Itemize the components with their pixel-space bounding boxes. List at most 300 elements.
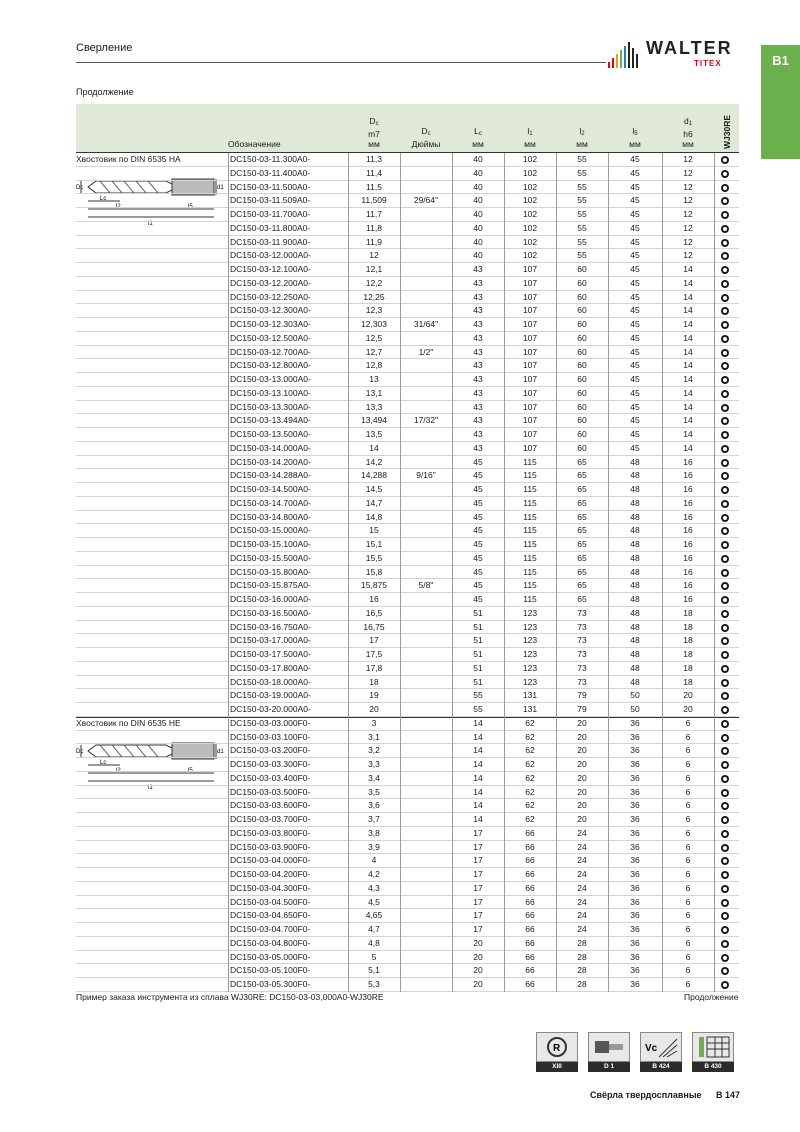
table-row	[76, 758, 739, 772]
table-cell: 17	[473, 869, 483, 879]
table-cell: 73	[577, 662, 587, 673]
continuation-label: Продолжение	[76, 87, 134, 97]
table-cell: 14	[683, 387, 693, 398]
table-cell: 36	[630, 745, 640, 756]
table-cell: DC150-03-14.500A0-	[230, 484, 311, 494]
table-cell: 48	[630, 676, 640, 687]
table-cell: 13,1	[365, 387, 383, 398]
table-cell	[400, 291, 452, 305]
table-cell: 12,8	[365, 360, 383, 371]
vc-chart-icon[interactable]: Vc B 424	[640, 1032, 682, 1072]
table-cell: DC150-03-03.000F0-	[230, 717, 311, 728]
table-cell: 43	[473, 360, 483, 371]
diagram-d1-label: d1	[217, 748, 224, 755]
table-cell: 13,3	[365, 401, 383, 412]
table-cell: 11,7	[366, 209, 382, 219]
table-cell: DC150-03-12.250A0-	[230, 291, 311, 302]
table-cell	[400, 511, 452, 525]
table-cell: 19	[369, 690, 379, 701]
column-divider	[608, 153, 609, 992]
table-cell: 24	[577, 855, 587, 866]
table-cell: DC150-03-03.900F0-	[230, 841, 311, 852]
table-cell: 24	[577, 896, 587, 907]
table-cell	[400, 717, 452, 731]
table-cell: DC150-03-12.000A0-	[230, 250, 311, 261]
table-cell: 43	[473, 442, 483, 453]
table-cell: 40	[473, 167, 483, 178]
table-cell: 62	[525, 745, 535, 756]
order-example: Пример заказа инструмента из сплава WJ30RE: DC150-03-03,000A0-WJ30RE	[76, 992, 384, 1002]
table-cell: 6	[685, 841, 691, 852]
table-cell: 12	[683, 167, 693, 178]
table-cell: 115	[523, 539, 537, 549]
table-cell: 16	[683, 497, 693, 508]
column-divider	[400, 153, 401, 992]
table-cell: DC150-03-05.300F0-	[230, 979, 311, 989]
table-row	[76, 703, 739, 717]
table-cell: 65	[577, 594, 587, 604]
availability-dot-icon	[721, 624, 729, 632]
table-cell: DC150-03-04.800F0-	[230, 937, 311, 948]
table-cell: 107	[522, 387, 538, 398]
availability-dot-icon	[721, 390, 729, 398]
table-cell: 45	[630, 401, 640, 412]
table-row	[76, 153, 739, 167]
table-cell: 45	[473, 456, 483, 467]
table-cell: DC150-03-17.800A0-	[230, 662, 311, 673]
table-row	[76, 194, 739, 208]
table-cell: 45	[630, 277, 640, 288]
table-cell: 55	[577, 181, 587, 192]
table-cell: 14,7	[365, 497, 383, 508]
table-row	[76, 566, 739, 580]
table-cell: 45	[473, 525, 483, 536]
table-cell: 40	[473, 250, 483, 261]
table-cell: 18	[683, 676, 693, 687]
table-cell: 115	[523, 484, 537, 494]
table-cell: DC150-03-03.700F0-	[230, 814, 311, 824]
table-row	[76, 483, 739, 497]
table-cell: 73	[577, 676, 587, 687]
table-cell: 36	[630, 896, 640, 907]
chuck-icon[interactable]: D 1	[588, 1032, 630, 1072]
table-cell: DC150-03-16.750A0-	[230, 621, 311, 632]
table-cell: 36	[630, 772, 640, 783]
table-cell: 45	[630, 195, 640, 206]
diagram-lc-label: Lc	[100, 759, 107, 766]
availability-dot-icon	[721, 362, 729, 370]
table-cell: 12	[683, 250, 693, 261]
table-cell	[400, 277, 452, 291]
table-cell: 51	[473, 649, 483, 659]
table-cell: DC150-03-15.000A0-	[230, 525, 311, 536]
table-cell: 123	[522, 662, 538, 673]
table-cell: 62	[525, 814, 535, 824]
table-cell: 29/64"	[413, 195, 439, 206]
header-rule	[76, 62, 606, 63]
column-divider	[452, 153, 453, 992]
table-cell: 16,5	[365, 607, 383, 618]
table-cell: 36	[630, 841, 640, 852]
table-cell: 36	[630, 910, 640, 921]
table-cell: 12	[683, 181, 693, 192]
table-cell: 60	[577, 360, 587, 371]
rotation-r-icon[interactable]: R XIII	[536, 1032, 578, 1072]
column-divider	[714, 153, 715, 992]
table-cell: DC150-03-13.494A0-	[230, 415, 311, 426]
table-cell: 6	[685, 855, 691, 866]
column-divider	[228, 153, 229, 992]
table-cell: 115	[523, 511, 537, 522]
table-cell: DC150-03-12.800A0-	[230, 360, 311, 371]
table-cell: 3,4	[368, 772, 380, 783]
table-cell: 131	[522, 690, 538, 701]
table-cell: 66	[525, 827, 535, 838]
table-cell	[400, 401, 452, 415]
table-cell: 6	[685, 717, 691, 728]
table-cell	[400, 359, 452, 373]
table-cell: 6	[685, 882, 691, 893]
table-row	[76, 964, 739, 978]
table-cell	[400, 456, 452, 470]
table-cell	[400, 731, 452, 745]
group-label: Хвостовик по DIN 6535 HE	[76, 717, 181, 728]
table-cell: 14,5	[365, 484, 383, 494]
table-cell: 16	[683, 470, 693, 481]
table-row	[76, 277, 739, 291]
availability-dot-icon	[721, 307, 729, 315]
table-cell: 5/8"	[418, 580, 434, 591]
table-cell: 6	[685, 937, 691, 948]
table-row	[76, 799, 739, 813]
availability-dot-icon	[721, 486, 729, 494]
table-cell	[400, 689, 452, 703]
table-cell: DC150-03-04.500F0-	[230, 896, 311, 907]
table-cell: 13,5	[365, 429, 383, 439]
table-cell	[400, 236, 452, 250]
table-cell: 55	[577, 222, 587, 233]
table-cell: 24	[577, 869, 587, 879]
availability-dot-icon	[721, 981, 729, 989]
table-cell: 60	[577, 387, 587, 398]
table-cell: 55	[577, 167, 587, 178]
table-cell: DC150-03-17.000A0-	[230, 635, 311, 646]
table-cell: 1/2"	[418, 346, 434, 357]
table-row	[76, 167, 739, 181]
table-cell: 40	[473, 154, 483, 164]
table-cell: 11,8	[366, 222, 382, 233]
table-cell: 6	[685, 896, 691, 907]
header-grade: WJ30RE	[721, 114, 732, 149]
table-cell: 40	[473, 236, 483, 247]
table-cell: DC150-03-13.000A0-	[230, 374, 311, 384]
table-cell: 20	[577, 786, 587, 797]
table-cell: 73	[577, 635, 587, 646]
diagram-d1-label: d1	[217, 185, 224, 191]
availability-dot-icon	[721, 500, 729, 508]
table-cell: 12,7	[365, 346, 383, 357]
table-cell: 73	[577, 649, 587, 659]
table-cell	[400, 621, 452, 635]
table-cell: DC150-03-04.200F0-	[230, 869, 311, 879]
table-row	[76, 621, 739, 635]
table-cell: 17	[473, 855, 483, 866]
table-cell	[400, 263, 452, 277]
table-cell: DC150-03-12.200A0-	[230, 277, 311, 288]
table-cell: 12	[683, 222, 693, 233]
table-cell: 16	[683, 525, 693, 536]
table-cell: 3,2	[368, 745, 380, 756]
table-cell: 43	[473, 305, 483, 316]
table-cell: 12,1	[365, 264, 383, 274]
table-row	[76, 511, 739, 525]
availability-dot-icon	[721, 844, 729, 852]
table-cell: 3	[371, 717, 377, 728]
table-cell	[400, 882, 452, 896]
table-cell	[400, 937, 452, 951]
table-cell: 6	[685, 731, 691, 742]
table-cell: 16	[683, 539, 693, 549]
table-cell	[400, 854, 452, 868]
availability-dot-icon	[721, 885, 729, 893]
table-row	[76, 401, 739, 415]
table-cell: 60	[577, 264, 587, 274]
table-cell: 40	[473, 181, 483, 192]
availability-dot-icon	[721, 789, 729, 797]
table-cell: 45	[630, 429, 640, 439]
table-cell	[400, 648, 452, 662]
table-cell: 60	[577, 415, 587, 426]
table-cell: 123	[522, 649, 538, 659]
table-cell: 131	[522, 704, 538, 714]
table-row	[76, 827, 739, 841]
table-cell: 16	[683, 484, 693, 494]
table-cell: 43	[473, 429, 483, 439]
table-cell: 102	[522, 236, 538, 247]
table-cell: 102	[522, 195, 538, 206]
table-cell	[400, 909, 452, 923]
table-row	[76, 717, 739, 731]
table-cell: 48	[630, 539, 640, 549]
table-cell: 36	[630, 965, 640, 976]
header-l2: $l_2$ мм	[576, 126, 588, 149]
availability-dot-icon	[721, 197, 729, 205]
table-cell: 6	[685, 800, 691, 811]
table-cell: 14	[473, 800, 483, 811]
table-cell: 123	[522, 635, 538, 646]
table-row	[76, 304, 739, 318]
table-cell: 62	[525, 786, 535, 797]
group-label: Хвостовик по DIN 6535 HA	[76, 154, 181, 164]
svg-text:R: R	[553, 1043, 561, 1054]
diagram-lc-label: Lc	[100, 196, 107, 202]
diagram-l1-label: l1	[148, 784, 153, 791]
table-cell: 18	[683, 621, 693, 632]
table-cell: 107	[522, 360, 538, 371]
table-cell: 12	[369, 250, 379, 261]
table-cell	[400, 978, 452, 992]
table-cell: 12,303	[361, 319, 387, 329]
logo-brand: WALTER	[646, 38, 733, 58]
table-cell: 11,5	[366, 181, 382, 192]
table-cell: 48	[630, 649, 640, 659]
table-cell: 18	[683, 607, 693, 618]
table-cell	[400, 813, 452, 827]
table-row	[76, 222, 739, 236]
table-cell: 14,8	[365, 511, 383, 522]
table-cell: 6	[685, 924, 691, 934]
availability-dot-icon	[721, 321, 729, 329]
table-cell: DC150-03-16.500A0-	[230, 607, 311, 618]
table-cell: 55	[577, 154, 587, 164]
table-cell: 14	[473, 772, 483, 783]
table-cell: 11,3	[366, 154, 382, 164]
table-cell: 20	[683, 690, 693, 701]
availability-dot-icon	[721, 871, 729, 879]
info-table-icon[interactable]: B 430	[692, 1032, 734, 1072]
table-cell: 17/32"	[413, 415, 439, 426]
table-cell: 45	[630, 222, 640, 233]
table-cell: 45	[473, 539, 483, 549]
table-cell: 4,8	[368, 937, 380, 948]
table-cell: 15	[369, 525, 379, 536]
table-cell: 43	[473, 374, 483, 384]
table-cell: 3,9	[368, 841, 380, 852]
table-cell: 12	[683, 236, 693, 247]
table-cell: 16	[683, 456, 693, 467]
table-cell: DC150-03-12.303A0-	[230, 319, 311, 329]
diagram-l5-label: l5	[188, 204, 193, 210]
table-cell: 79	[577, 690, 587, 701]
table-cell: 20	[473, 979, 483, 989]
table-cell: 3,5	[368, 786, 380, 797]
svg-text:Vc: Vc	[645, 1043, 658, 1054]
table-cell: 45	[630, 319, 640, 329]
availability-dot-icon	[721, 954, 729, 962]
table-cell: 102	[522, 209, 538, 219]
table-cell: 45	[630, 360, 640, 371]
table-row	[76, 676, 739, 690]
table-cell: 45	[473, 511, 483, 522]
availability-dot-icon	[721, 967, 729, 975]
header-lc: $L_c$ мм	[472, 126, 484, 149]
table-cell: 14	[683, 401, 693, 412]
table-cell: 28	[577, 937, 587, 948]
table-cell: 36	[630, 979, 640, 989]
table-cell: 36	[630, 800, 640, 811]
table-cell	[400, 153, 452, 167]
table-row	[76, 744, 739, 758]
header-l1: $l_1$ мм	[524, 126, 536, 149]
table-cell: 115	[523, 580, 537, 591]
table-cell: 66	[525, 910, 535, 921]
table-cell: 12,2	[365, 277, 383, 288]
availability-dot-icon	[721, 170, 729, 178]
table-cell: 123	[522, 621, 538, 632]
table-cell	[400, 442, 452, 456]
table-row	[76, 291, 739, 305]
table-cell: 65	[577, 497, 587, 508]
table-cell: DC150-03-05.000F0-	[230, 951, 311, 962]
table-cell: 14	[473, 717, 483, 728]
table-cell	[400, 868, 452, 882]
table-cell: 36	[630, 717, 640, 728]
table-cell: 107	[522, 429, 538, 439]
availability-dot-icon	[721, 431, 729, 439]
table-cell: 66	[525, 855, 535, 866]
table-cell	[400, 222, 452, 236]
table-cell	[400, 964, 452, 978]
table-cell: DC150-03-11.500A0-	[230, 181, 311, 192]
table-cell: 48	[630, 552, 640, 563]
table-cell: 36	[630, 814, 640, 824]
table-cell: 6	[685, 869, 691, 879]
table-cell	[400, 483, 452, 497]
availability-dot-icon	[721, 802, 729, 810]
page-number: B 147	[716, 1090, 741, 1100]
table-cell: 12	[683, 195, 693, 206]
table-cell: 55	[577, 209, 587, 219]
table-cell: 3,8	[368, 827, 380, 838]
availability-dot-icon	[721, 637, 729, 645]
table-row	[76, 373, 739, 387]
availability-dot-icon	[721, 225, 729, 233]
table-cell: 48	[630, 580, 640, 591]
table-cell: 115	[523, 456, 537, 467]
table-cell: 11,9	[366, 236, 382, 247]
table-cell: 14	[683, 442, 693, 453]
table-cell: 107	[522, 319, 538, 329]
footer-continuation: Продолжение	[684, 992, 739, 1002]
table-cell: DC150-03-04.700F0-	[230, 924, 311, 934]
table-cell: 17,5	[365, 649, 383, 659]
table-cell: 60	[577, 291, 587, 302]
table-cell	[400, 524, 452, 538]
table-cell: 6	[685, 814, 691, 824]
table-cell: 102	[522, 222, 538, 233]
table-cell: 51	[473, 607, 483, 618]
table-cell: 14	[683, 374, 693, 384]
table-cell: 45	[630, 236, 640, 247]
header-dc-m7: $D_c$ m7 мм	[368, 116, 380, 149]
table-cell	[400, 772, 452, 786]
table-cell: 16	[683, 580, 693, 591]
table-cell: 123	[522, 676, 538, 687]
availability-dot-icon	[721, 184, 729, 192]
table-cell: 48	[630, 607, 640, 618]
table-cell: DC150-03-03.400F0-	[230, 772, 311, 783]
table-cell: 65	[577, 552, 587, 563]
table-cell: 66	[525, 951, 535, 962]
table-row	[76, 978, 739, 992]
table-cell: 36	[630, 731, 640, 742]
table-cell: 17	[473, 841, 483, 852]
table-cell: 36	[630, 869, 640, 879]
table-cell: 4,3	[368, 882, 380, 893]
table-cell: 65	[577, 484, 587, 494]
table-cell: 60	[577, 305, 587, 316]
availability-dot-icon	[721, 761, 729, 769]
table-cell: 5,3	[368, 979, 380, 989]
table-cell	[400, 799, 452, 813]
table-cell: 48	[630, 456, 640, 467]
table-cell: 36	[630, 882, 640, 893]
availability-dot-icon	[721, 706, 729, 714]
table-cell: 45	[630, 209, 640, 219]
table-cell: 36	[630, 924, 640, 934]
availability-dot-icon	[721, 720, 729, 728]
table-cell: 62	[525, 772, 535, 783]
